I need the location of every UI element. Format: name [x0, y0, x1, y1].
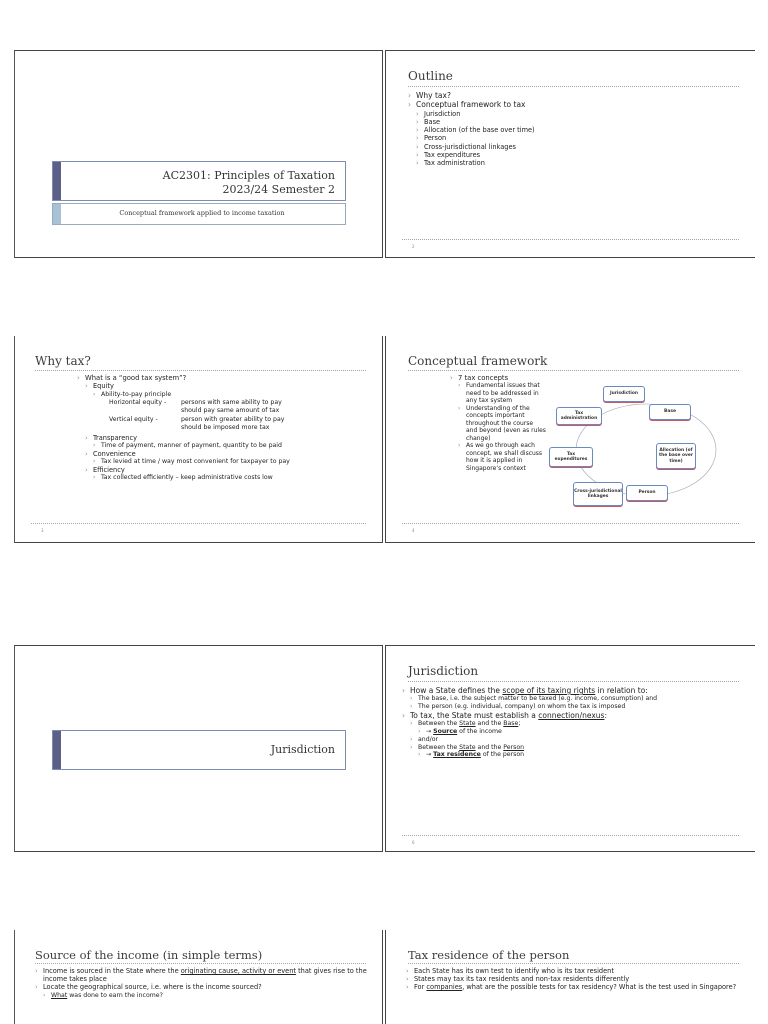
horizontal-equity-label: Horizontal equity - [109, 399, 167, 407]
list-item: › Why tax? [408, 91, 535, 100]
text: For [414, 983, 427, 992]
list-item: › Tax administration [416, 159, 535, 167]
title-box-accent [53, 162, 61, 200]
list-item: › Time of payment, manner of payment, quantity to be paid [93, 442, 367, 450]
list-item [402, 686, 742, 695]
list-item: › Base [416, 118, 535, 126]
slide-title-text: Tax residence of the person [408, 948, 570, 962]
node-allocation: Allocation (of the base over time) [656, 443, 696, 469]
slide-jurisdiction [385, 645, 755, 852]
text: of the person [480, 751, 525, 759]
underlined-text: What [51, 991, 68, 999]
list-item [402, 711, 742, 720]
underlined-text: State [459, 720, 476, 728]
text: : [604, 710, 607, 720]
bold-text: Source [433, 728, 458, 735]
text: Between the [418, 720, 460, 728]
list-item: › Tax levied at time / way most convenient for taxpayer to pay [93, 458, 367, 466]
horizontal-equity-desc: persons with same ability to pay should pay same amount of tax [181, 399, 282, 414]
footer-rule [31, 523, 366, 524]
text: was done to earn the income? [67, 991, 163, 999]
slide-outline [385, 50, 755, 258]
text: ; [518, 720, 521, 728]
slide-title-text: Why tax? [35, 354, 91, 368]
text: To tax, the State must establish a [410, 710, 539, 720]
title-rule [408, 370, 739, 371]
node-base: Base [649, 404, 691, 420]
list-item: › Convenience [85, 450, 367, 458]
text: Between the [418, 743, 460, 751]
source-list [35, 967, 375, 999]
text: that gives rise to the income takes place [43, 967, 367, 984]
list-item: › Each State has its own test to identify who is its tax resident [406, 967, 746, 975]
list-item [43, 992, 375, 1000]
arrow-line: › → Tax residence of the person [418, 751, 742, 759]
node-person: Person [626, 485, 668, 501]
page-number: 6 [412, 840, 415, 845]
section-title-accent [53, 731, 61, 769]
slide-title-text: Conceptual framework [408, 354, 548, 368]
list-item [35, 967, 375, 983]
slide-why-tax [14, 336, 383, 543]
bold-text: Tax residence [433, 751, 481, 759]
footer-rule [402, 239, 739, 240]
text: and the [475, 720, 504, 728]
list-item: › Tax expenditures [416, 151, 535, 159]
list-item [406, 983, 746, 991]
list-item: › Understanding of the concepts important throughout the course and beyond (even as rules change) [458, 405, 546, 443]
list-item: › Conceptual framework to tax [408, 100, 535, 109]
underlined-text: originating cause, activity or event [180, 967, 296, 975]
course-title-line2: 2023/24 Semester 2 [222, 182, 335, 196]
node-tax-expenditures: Tax expenditures [549, 447, 593, 467]
text: and the [475, 743, 504, 751]
list-item: › Allocation (of the base over time) [416, 126, 535, 134]
vertical-equity-label: Vertical equity - [109, 416, 158, 424]
list-item: › As we go through each concept, we shall discuss how it is applied in Singapore’s context [458, 442, 546, 472]
title-rule [408, 963, 739, 964]
footer-rule [402, 523, 739, 524]
footer-rule [402, 835, 739, 836]
why-tax-list [77, 374, 367, 398]
subtitle: Conceptual framework applied to income taxation [119, 209, 285, 217]
text: How a State defines the [410, 686, 503, 695]
slide-conceptual-framework [385, 336, 755, 543]
vertical-equity [109, 416, 367, 431]
list-item: › 7 tax concepts [450, 374, 546, 382]
node-jurisdiction: Jurisdiction [603, 386, 645, 402]
slide-title [14, 50, 383, 258]
slide-tax-residence [385, 930, 755, 1024]
title-box [52, 161, 346, 201]
page-number: 2 [412, 244, 415, 249]
list-item: › The person (e.g. individual, company) on whom the tax is imposed [410, 703, 742, 711]
list-item: › Equity [85, 382, 367, 390]
title-rule [408, 86, 739, 87]
principles-list [77, 434, 367, 482]
slide-title-text: Jurisdiction [408, 664, 479, 678]
horizontal-equity [109, 399, 367, 414]
list-item: › Cross-jurisdictional linkages [416, 143, 535, 151]
list-item: › Person [416, 134, 535, 142]
underlined-text: companies [426, 983, 463, 992]
slide-title-text: Outline [408, 69, 453, 83]
title-rule [35, 370, 366, 371]
list-item: › What is a “good tax system”? [77, 374, 367, 382]
title-rule [35, 963, 366, 964]
node-cross-jurisdictional: Cross-jurisdictional linkages [573, 482, 623, 506]
section-title: Jurisdiction [270, 743, 335, 756]
list-item: › Efficiency [85, 466, 367, 474]
underlined-text: Base [503, 720, 519, 728]
text: of the income [457, 728, 502, 735]
underlined-text: scope of its taxing rights [502, 686, 596, 695]
list-item: › Ability-to-pay principle [93, 391, 367, 399]
list-item: › Transparency [85, 434, 367, 442]
list-item [410, 744, 742, 752]
list-item [410, 720, 742, 728]
vertical-equity-desc: person with greater ability to pay should be imposed more tax [181, 416, 285, 431]
framework-list [450, 374, 546, 472]
page-number: 4 [412, 528, 415, 533]
subtitle-box-accent [53, 204, 61, 224]
text: Income is sourced in the State where the [43, 967, 181, 975]
underlined-text: State [459, 743, 476, 751]
list-item: › Locate the geographical source, i.e. where is the income sourced? [35, 983, 375, 991]
why-tax-content [77, 374, 367, 482]
list-item: › Tax collected efficiently – keep administrative costs low [93, 474, 367, 482]
slide-source-of-income [14, 930, 383, 1024]
residence-list [406, 967, 746, 992]
section-title-box [52, 730, 346, 770]
list-item: › Jurisdiction [416, 110, 535, 118]
subtitle-box [52, 203, 346, 225]
page-number: 3 [41, 528, 44, 533]
jurisdiction-list [402, 686, 742, 759]
text: , what are the possible tests for tax residency? What is the test used in Singapore? [462, 983, 737, 992]
outline-list [408, 91, 535, 167]
andor-text: › and/or [410, 736, 742, 744]
text: in relation to: [595, 686, 648, 695]
underlined-text: connection/nexus [538, 710, 605, 720]
course-title-line1: AC2301: Principles of Taxation [162, 169, 335, 182]
node-tax-administration: Tax administration [556, 407, 602, 425]
arrow-line: › → Source of the income [418, 728, 742, 736]
slide-section-jurisdiction [14, 645, 383, 852]
course-title [163, 169, 335, 197]
slide-title-text: Source of the income (in simple terms) [35, 948, 263, 962]
underlined-text: Person [503, 743, 525, 751]
list-item: › The base, i.e. the subject matter to be taxed (e.g. income, consumption) and [410, 695, 742, 703]
list-item: › Fundamental issues that need to be addressed in any tax system [458, 382, 546, 405]
list-item: › States may tax its tax residents and non-tax residents differently [406, 975, 746, 983]
title-rule [408, 681, 739, 682]
